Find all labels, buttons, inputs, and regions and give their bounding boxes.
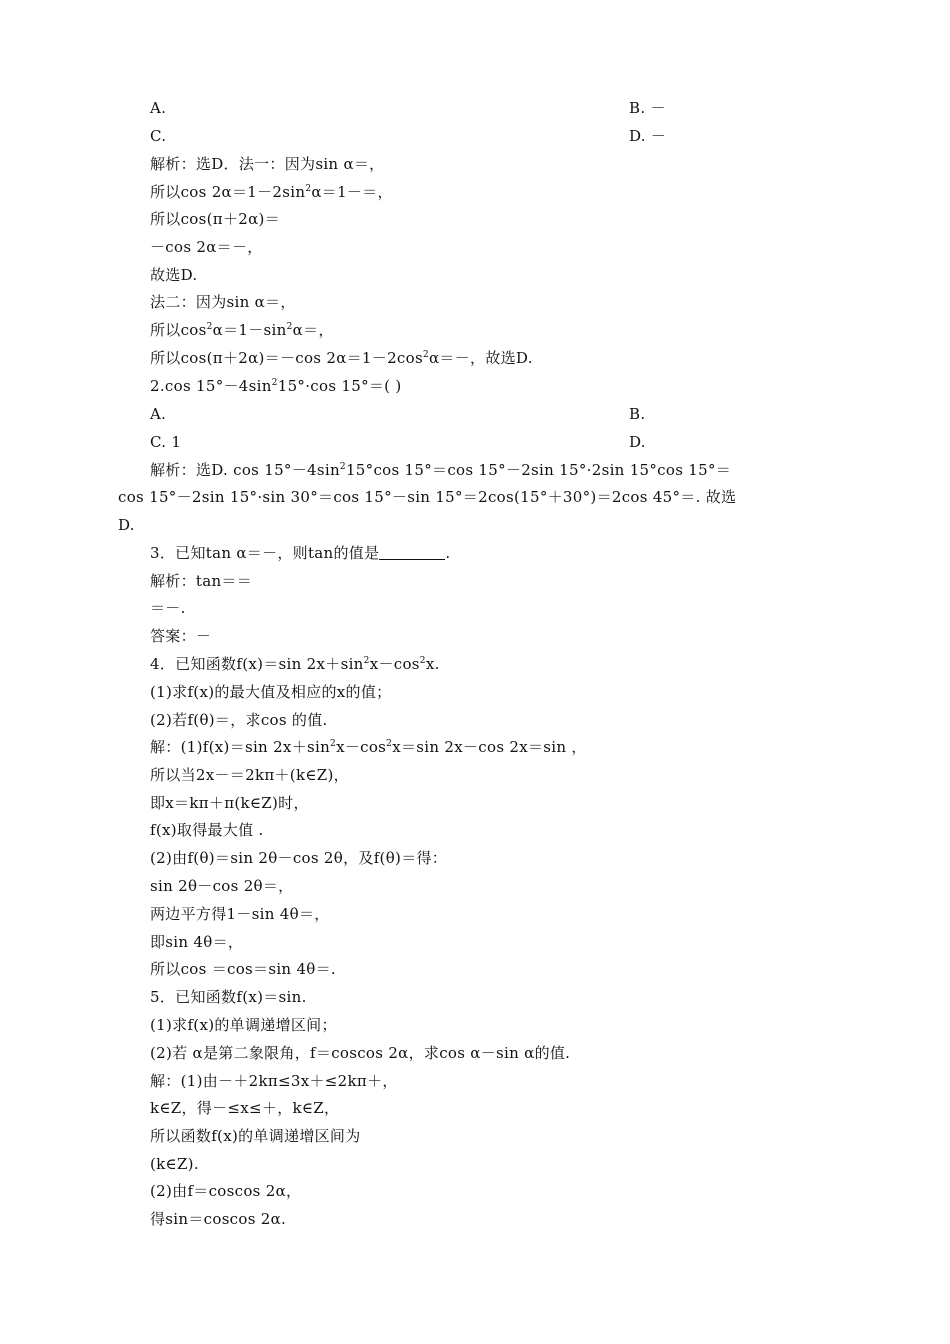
- q1-option-c: C.: [150, 127, 167, 145]
- q1-solution-line: 所以$\cos 2\alpha=1-2\sin^2\alpha=1-=$，: [150, 183, 393, 201]
- q2-option-b: B.: [629, 405, 646, 423]
- q2-options-row-1: [150, 404, 646, 424]
- q5-solution-line: 得sin＝coscos 2α.: [150, 1210, 287, 1228]
- q2-stem: 2.cos $15^\circ-4\sin^215^\circ\cdot\cos$ 15°＝( ): [150, 377, 402, 395]
- q1-solution-line: 法二：因为sin α＝，: [150, 293, 296, 311]
- q2-option-a: A.: [150, 405, 167, 423]
- q5-solution-line: 所以函数f(x)的单调递增区间为: [150, 1127, 361, 1145]
- q3-stem: 3．已知tan α＝－，则tan的值是 .: [150, 544, 451, 562]
- q4-solution-line: 所以当2x－＝2kπ＋(k∈Z)，: [150, 766, 349, 784]
- q4-stem: 4．已知函数f(x)＝sin $2x+\sin^2x-\cos^2x$.: [150, 655, 440, 673]
- q1-solution-line: 故选D.: [150, 266, 198, 284]
- q1-solution-line: 所以$\cos^2\alpha=1-\sin^2\alpha=$，: [150, 321, 334, 339]
- q4-solution-line: 即x＝kπ＋π(k∈Z)时，: [150, 794, 309, 812]
- q1-option-d: D. －: [629, 127, 667, 145]
- answer-blank: [379, 545, 445, 560]
- q4-solution-line: sin 2θ－cos 2θ＝，: [150, 877, 294, 895]
- q4-solution-line: 所以cos ＝cos＝sin 4θ＝.: [150, 960, 336, 978]
- q5-solution-line: 解：(1)由－＋2kπ≤3x＋≤2kπ＋，: [150, 1072, 398, 1090]
- q2-solution-line: cos 15°－2sin 15°·sin 30°＝cos 15°－sin 15°＝2cos(15°＋30°)＝2cos 45°＝. 故选: [118, 488, 737, 506]
- q5-part-1: (1)求f(x)的单调递增区间；: [150, 1016, 337, 1034]
- q5-solution-line: k∈Z，得－≤x≤＋，k∈Z，: [150, 1099, 340, 1117]
- q1-option-b: B. －: [629, 99, 666, 117]
- q1-option-a: A.: [150, 99, 167, 117]
- q1-solution-line: 解析：选D．法一：因为sin α＝，: [150, 155, 385, 173]
- q2-option-d: D.: [629, 433, 646, 451]
- q4-solution-line: 两边平方得1－sin 4θ＝，: [150, 905, 330, 923]
- q2-options-row-2: [150, 432, 646, 452]
- q3-answer: 答案：－: [150, 627, 212, 645]
- q2-solution-line: D.: [118, 516, 135, 534]
- q3-solution-line: 解析：tan＝＝: [150, 572, 253, 590]
- q5-part-2: (2)若 α是第二象限角，f＝coscos 2α，求cos α－sin α的值.: [150, 1044, 571, 1062]
- q5-stem: 5．已知函数f(x)＝sin.: [150, 988, 307, 1006]
- q5-solution-line: (2)由f＝coscos 2α，: [150, 1182, 302, 1200]
- q5-solution-line: (k∈Z).: [150, 1155, 199, 1173]
- q4-solution-line: (2)由f(θ)＝sin 2θ－cos 2θ，及f(θ)＝得：: [150, 849, 448, 867]
- q1-options-row-2: [150, 126, 667, 146]
- q3-solution-line: ＝－.: [150, 599, 186, 617]
- q4-solution-line: 解：(1)f(x)＝sin $2x+\sin^2x-\cos^2x=\sin$ 2x－cos 2x＝sin ，: [150, 738, 587, 756]
- q1-solution-line: 所以cos(π＋2α)＝: [150, 210, 280, 228]
- q1-solution-line: －cos 2α＝－，: [150, 238, 263, 256]
- q4-solution-line: f(x)取得最大值 .: [150, 821, 264, 839]
- q1-options-row-1: [150, 98, 666, 118]
- q2-option-c: C. 1: [150, 433, 182, 451]
- q4-part-2: (2)若f(θ)＝，求cos 的值.: [150, 711, 328, 729]
- q4-part-1: (1)求f(x)的最大值及相应的x的值；: [150, 683, 392, 701]
- q4-solution-line: 即sin 4θ＝，: [150, 933, 244, 951]
- q1-solution-line: 所以cos(π＋2α)＝－cos $2\alpha=1-2\cos^2\alpha=-$，故选D.: [150, 349, 533, 367]
- q2-solution-line: 解析：选D. $\cos 15^\circ-4\sin^215^\circ\cos$ 15°＝cos 15°－2sin 15°·2sin 15°cos 15°＝: [150, 461, 732, 479]
